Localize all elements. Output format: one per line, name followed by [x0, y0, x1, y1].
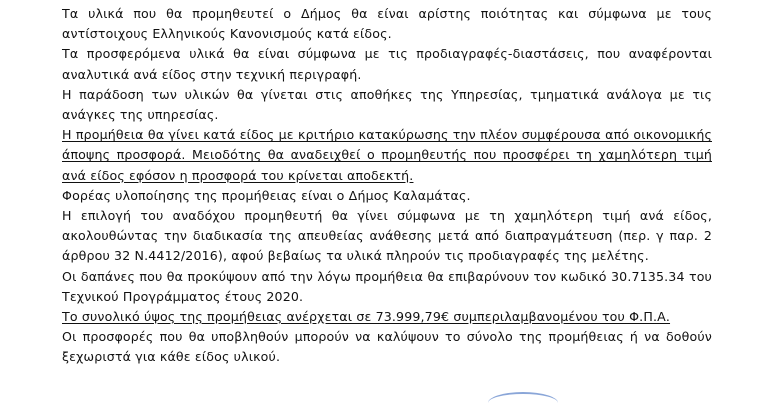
paragraph-contractor-selection: Η επιλογή του αναδόχου προμηθευτή θα γίνει σύμφωνα με τη χαμηλότερη τιμή ανά είδος, ακολουθώντας την διαδικασία της απευθείας ανάθεσης μετά από διαπραγμάτευση (περ. γ παρ. 2 άρθρου 32 Ν.4412/2016), αφού βεβαίως τα υλικά πληρούν τις προδιαγραφές της μελέτης.: [62, 208, 712, 264]
paragraph-award-criterion: Η προμήθεια θα γίνει κατά είδος με κριτήριο κατακύρωσης την πλέον συμφέρουσα από οικονομικής άποψης προσφορά. Μειοδότης θα αναδειχθεί ο προμηθευτής που προσφέρει τη χαμηλότερη τιμή ανά είδος εφόσον η προσφορά του κρίνεται αποδεκτή.: [62, 127, 712, 183]
paragraph-implementing-body: Φορέας υλοποίησης της προμήθειας είναι ο Δήμος Καλαμάτας.: [62, 187, 471, 203]
paragraph-delivery: Η παράδοση των υλικών θα γίνεται στις αποθήκες της Υπηρεσίας, τμηματικά ανάλογα με τις ανάγκες της υπηρεσίας.: [62, 86, 712, 123]
paragraph-expenses: Οι δαπάνες που θα προκύψουν από την λόγω προμήθεια θα επιβαρύνουν τον κωδικό 30.7135.34 του Τεχνικού Προγράμματος έτους 2020.: [62, 268, 712, 304]
paragraph-specifications: Τα προσφερόμενα υλικά θα είναι σύμφωνα με τις προδιαγραφές-διαστάσεις, που αναφέρονται αναλυτικά ανά είδος στην τεχνική περιγραφή.: [62, 46, 712, 82]
paragraph-offers: Οι προσφορές που θα υποβληθούν μπορούν να καλύψουν το σύνολο της προμήθειας ή να δοθούν ξεχωριστά για κάθε είδος υλικού.: [62, 329, 712, 365]
paragraph-total-amount: Το συνολικό ύψος της προμήθειας ανέρχεται σε 73.999,79€ συμπεριλαμβανομένου του Φ.Π.Α.: [62, 309, 671, 325]
paragraph-materials-quality: Τα υλικά που θα προμηθευτεί ο Δήμος θα είναι αρίστης ποιότητας και σύμφωνα με τους αντίστοιχους Ελληνικούς Κανονισμούς κατά είδος.: [62, 6, 712, 42]
document-body: [62, 4, 712, 368]
stamp-edge: [488, 392, 558, 414]
